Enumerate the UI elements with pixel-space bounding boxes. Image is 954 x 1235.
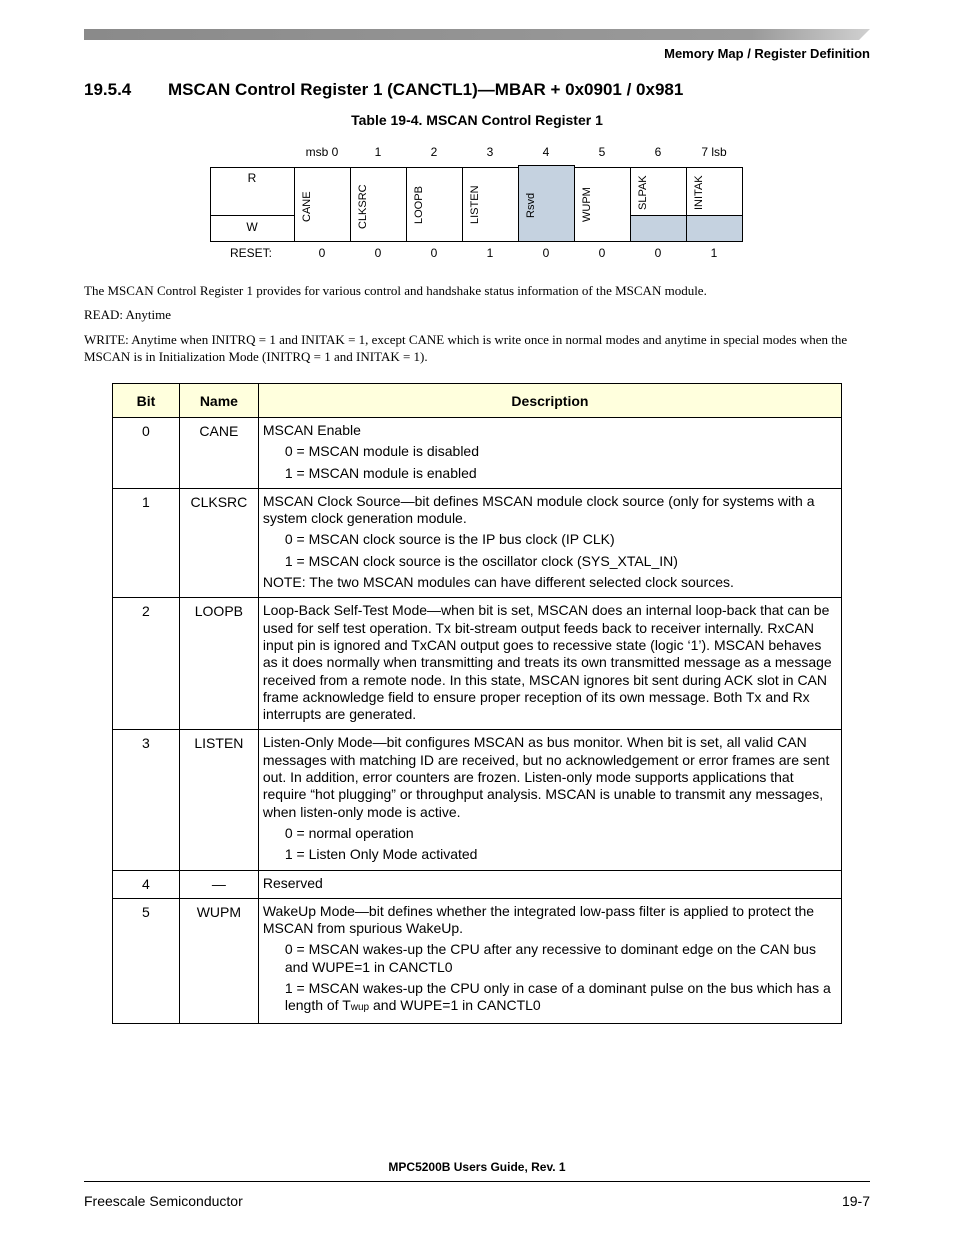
section-number: 19.5.4	[84, 80, 132, 99]
field-name-listen: LISTEN	[469, 185, 481, 224]
bit-number: 2	[430, 145, 438, 159]
reset-value: 0	[430, 246, 438, 260]
subscript-text: wup	[350, 1002, 370, 1014]
bit-number: 7 lsb	[701, 145, 727, 159]
field-name-cane: CANE	[301, 191, 313, 222]
footer-guide-title: MPC5200B Users Guide, Rev. 1	[388, 1160, 566, 1174]
reset-value: 0	[654, 246, 662, 260]
option-text: 0 = MSCAN module is disabled	[284, 443, 480, 460]
read-paragraph: READ: Anytime	[84, 307, 172, 322]
header-bit: Bit	[113, 384, 180, 418]
write-label: W	[246, 220, 258, 234]
bit-number: 4	[542, 145, 550, 159]
description-text: MSCAN Enable	[262, 422, 361, 438]
header-description: Description	[258, 384, 841, 418]
table-row	[113, 488, 842, 597]
table-row	[113, 870, 842, 898]
bit-cell: 4	[113, 870, 180, 898]
reset-value: 1	[486, 246, 494, 260]
bit-number: 1	[374, 145, 382, 159]
read-label: R	[247, 171, 257, 185]
name-cell: WUPM	[179, 898, 258, 1023]
table-caption: Table 19-4. MSCAN Control Register 1	[351, 112, 603, 128]
name-cell: LOOPB	[179, 598, 258, 730]
description-text: Loop-Back Self-Test Mode—when bit is set, MSCAN does an internal loop-back that can be used for self test operation. Tx bit-stream output feeds back to receiver internally. RxCAN input pin is ignored and TxCAN output goes to recessive state (logic ‘1’). MSCAN behaves as it does normally when transmitting and treats its own transmitted message as a message received from a remote node. In this state, MSCAN ignores bit sent during ACK slot in CAN frame acknowledge field to ensure proper reception of its own message. Both Tx and Rx interrupts are generated.	[262, 602, 832, 723]
field-cell-slpak-write	[630, 215, 687, 242]
description-cell	[258, 488, 841, 597]
bit-cell: 0	[113, 418, 180, 489]
description-text: Listen-Only Mode—bit configures MSCAN as bus monitor. When bit is set, all valid CAN messages with matching ID are received, but no acknowledgement or error frames are sent out. In addition, error counters are frozen. Listen-only mode supports applications that require “hot plugging” or throughput analysis. MSCAN is unable to transmit any messages, when listen-only mode is active.	[262, 734, 830, 820]
field-name-wupm: WUPM	[581, 187, 593, 222]
table-row	[113, 730, 842, 870]
reset-label: RESET:	[230, 246, 273, 260]
name-cell: CLKSRC	[179, 488, 258, 597]
option-text: 1 = Listen Only Mode activated	[284, 846, 478, 863]
option-text: 0 = MSCAN clock source is the IP bus clock (IP CLK)	[284, 531, 615, 548]
reset-value: 0	[318, 246, 326, 260]
option-text: 1 = MSCAN clock source is the oscillator clock (SYS_XTAL_IN)	[284, 552, 678, 569]
note-text: NOTE: The two MSCAN modules can have different selected clock sources.	[262, 574, 734, 591]
header-bar	[84, 29, 870, 40]
bit-number: 3	[486, 145, 494, 159]
description-cell	[258, 598, 841, 730]
reset-value: 0	[598, 246, 606, 260]
field-cell-initak-write	[686, 215, 743, 242]
field-name-loopb: LOOPB	[413, 186, 425, 224]
footer-divider	[84, 1181, 870, 1182]
header-name: Name	[179, 384, 258, 418]
option-text: 1 = MSCAN module is enabled	[284, 464, 477, 481]
description-text: MSCAN Clock Source—bit defines MSCAN module clock source (only for systems with a system clock generation module.	[262, 492, 815, 527]
description-cell	[258, 730, 841, 870]
bit-cell: 1	[113, 488, 180, 597]
bit-description-table	[112, 383, 842, 1024]
description-cell	[258, 870, 841, 898]
table-row	[113, 898, 842, 1023]
description-text: Reserved	[262, 874, 323, 891]
option-text-end: and WUPE=1 in CANCTL0	[369, 997, 541, 1014]
table-row	[113, 418, 842, 489]
option-text	[285, 980, 835, 1017]
description-cell	[258, 898, 841, 1023]
bit-cell: 5	[113, 898, 180, 1023]
description-text: WakeUp Mode—bit defines whether the integrated low-pass filter is applied to protect the MSCAN from spurious WakeUp.	[262, 902, 815, 937]
description-cell	[258, 418, 841, 489]
intro-paragraph: The MSCAN Control Register 1 provides for various control and handshake status information of the MSCAN module.	[84, 283, 707, 298]
section-title: MSCAN Control Register 1 (CANCTL1)—MBAR + 0x0901 / 0x981	[168, 80, 684, 99]
footer-company: Freescale Semiconductor	[84, 1193, 243, 1209]
field-name-slpak: SLPAK	[637, 175, 649, 210]
table-header-row	[113, 384, 842, 418]
bit-cell: 3	[113, 730, 180, 870]
name-cell: —	[179, 870, 258, 898]
reset-value: 0	[542, 246, 550, 260]
page-number: 19-7	[841, 1193, 870, 1209]
option-text: 0 = MSCAN wakes-up the CPU after any recessive to dominant edge on the CAN bus and WUPE=1 in CANCTL0	[284, 941, 816, 975]
reset-value: 0	[374, 246, 382, 260]
bit-cell: 2	[113, 598, 180, 730]
field-name-rsvd: Rsvd	[525, 192, 537, 218]
reset-value: 1	[710, 246, 718, 260]
write-paragraph: WRITE: Anytime when INITRQ = 1 and INITAK = 1, except CANE which is write once in normal modes and anytime in special modes when the MSCAN is in Initialization Mode (INITRQ = 1 and INITAK = 1).	[84, 332, 848, 364]
name-cell: CANE	[179, 418, 258, 489]
bit-number: msb 0	[305, 145, 339, 159]
bit-number: 5	[598, 145, 606, 159]
running-header: Memory Map / Register Definition	[664, 46, 870, 61]
option-text-start: 1 = MSCAN wakes-up the CPU only in case of a dominant pulse on the bus which has a length of T	[284, 980, 831, 1014]
field-name-initak: INITAK	[693, 175, 705, 210]
field-name-clksrc: CLKSRC	[357, 184, 369, 229]
option-text: 0 = normal operation	[284, 824, 414, 841]
table-row	[113, 598, 842, 730]
bit-number: 6	[654, 145, 662, 159]
name-cell: LISTEN	[179, 730, 258, 870]
section-heading	[84, 80, 683, 100]
